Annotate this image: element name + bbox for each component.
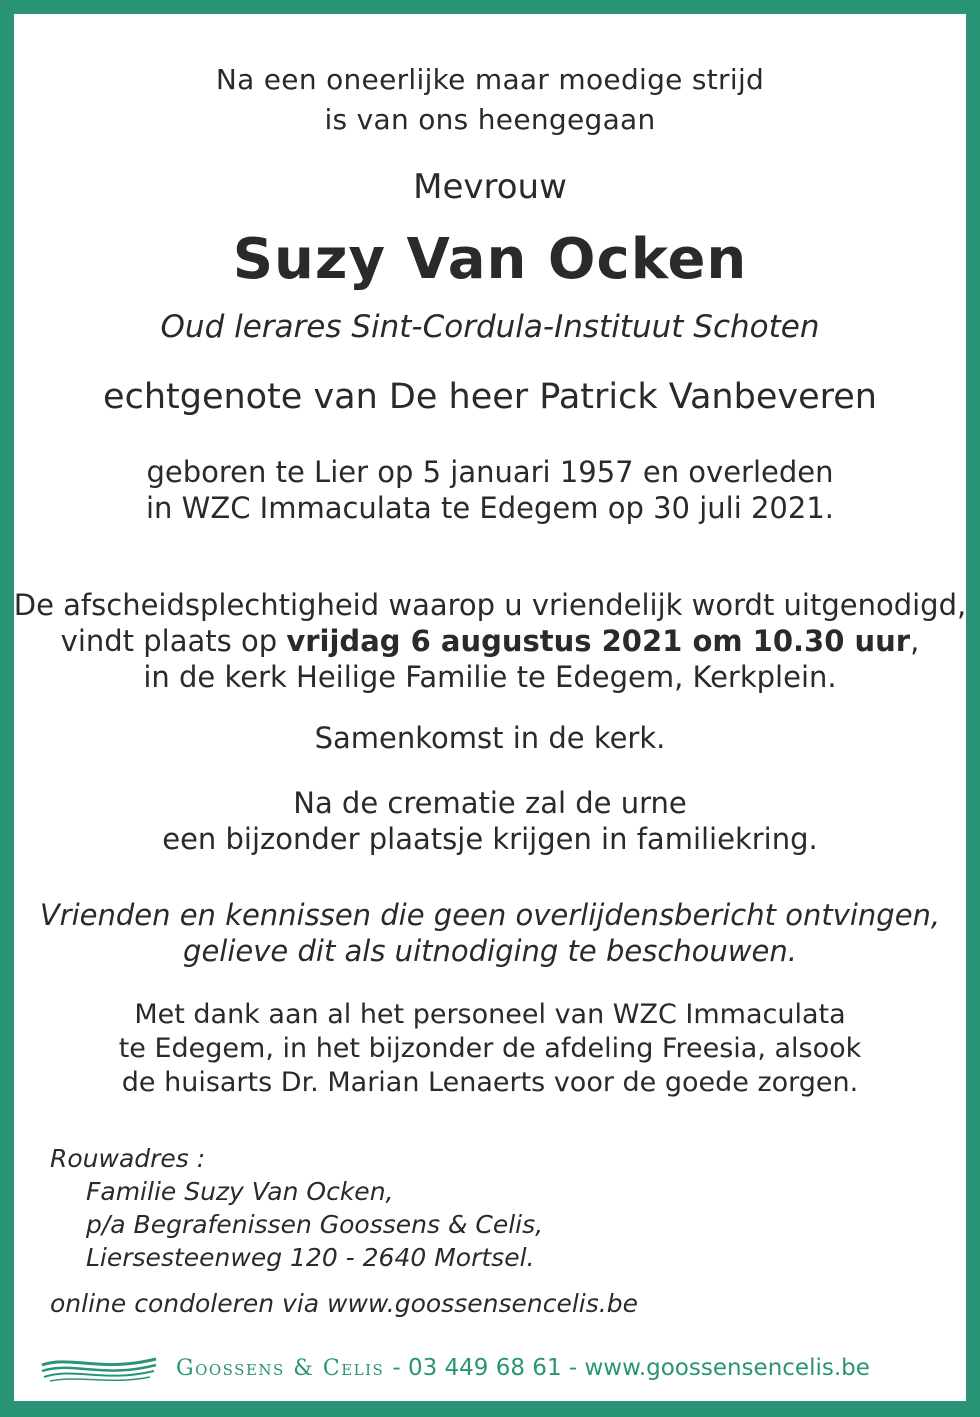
urn-text — [0, 785, 980, 857]
friends-notice — [0, 897, 980, 969]
friends-line-1: Vrienden en kennissen die geen overlijdensbericht ontvingen, — [39, 898, 941, 932]
mourning-address — [50, 1142, 543, 1274]
deceased-name: Suzy Van Ocken — [232, 227, 748, 292]
born-line-1: geboren te Lier op 5 januari 1957 en overleden — [146, 455, 834, 489]
ceremony-line-1: De afscheidsplechtigheid waarop u vriendelijk wordt uitgenodigd, — [13, 588, 967, 622]
thanks-line-3: de huisarts Dr. Marian Lenaerts voor de goede zorgen. — [121, 1067, 859, 1098]
urn-line-1: Na de crematie zal de urne — [293, 786, 687, 820]
thanks-line-2: te Edegem, in het bijzonder de afdeling Freesia, alsook — [118, 1033, 862, 1064]
address-line-1: Familie Suzy Van Ocken, — [86, 1177, 394, 1206]
born-line-2: in WZC Immaculata te Edegem op 30 juli 2021. — [146, 491, 834, 525]
ceremony-line-3: in de kerk Heilige Familie te Edegem, Kerkplein. — [143, 660, 837, 694]
intro-line-1: Na een oneerlijke maar moedige strijd — [215, 63, 765, 96]
address-line-2: p/a Begrafenissen Goossens & Celis, — [86, 1210, 544, 1239]
occupation: Oud lerares Sint-Cordula-Instituut Schoten — [160, 309, 820, 345]
thanks-text — [0, 998, 980, 1100]
spouse-line: echtgenote van De heer Patrick Vanbeveren — [103, 377, 877, 417]
ceremony-line-2-pre: vindt plaats op — [60, 624, 287, 658]
address-line-3: Liersesteenweg 120 - 2640 Mortsel. — [86, 1243, 535, 1272]
funeral-home-name: Goossens & Celis — [176, 1355, 385, 1381]
intro-text — [0, 60, 980, 140]
ceremony-line-2 — [0, 623, 980, 659]
urn-line-2: een bijzonder plaatsje krijgen in familiekring. — [162, 822, 818, 856]
thanks-line-1: Met dank aan al het personeel van WZC Immaculata — [134, 999, 846, 1030]
address-label: Rouwadres : — [50, 1144, 206, 1173]
ceremony-date: vrijdag 6 augustus 2021 om 10.30 uur — [286, 624, 911, 658]
funeral-home-footer — [40, 1346, 950, 1390]
ceremony-line-2-post: , — [910, 624, 920, 658]
friends-line-2: gelieve dit als uitnodiging te beschouwen. — [183, 934, 797, 968]
meeting-text: Samenkomst in de kerk. — [314, 721, 666, 755]
funeral-home-contact: - 03 449 68 61 - www.goossensencelis.be — [392, 1355, 870, 1381]
birth-death-text — [0, 454, 980, 526]
ceremony-text — [0, 587, 980, 695]
title-prefix: Mevrouw — [413, 167, 567, 207]
wave-logo-icon — [40, 1351, 158, 1385]
intro-line-2: is van ons heengegaan — [324, 103, 656, 136]
online-condolence: online condoleren via www.goossensencelis.be — [50, 1289, 638, 1318]
